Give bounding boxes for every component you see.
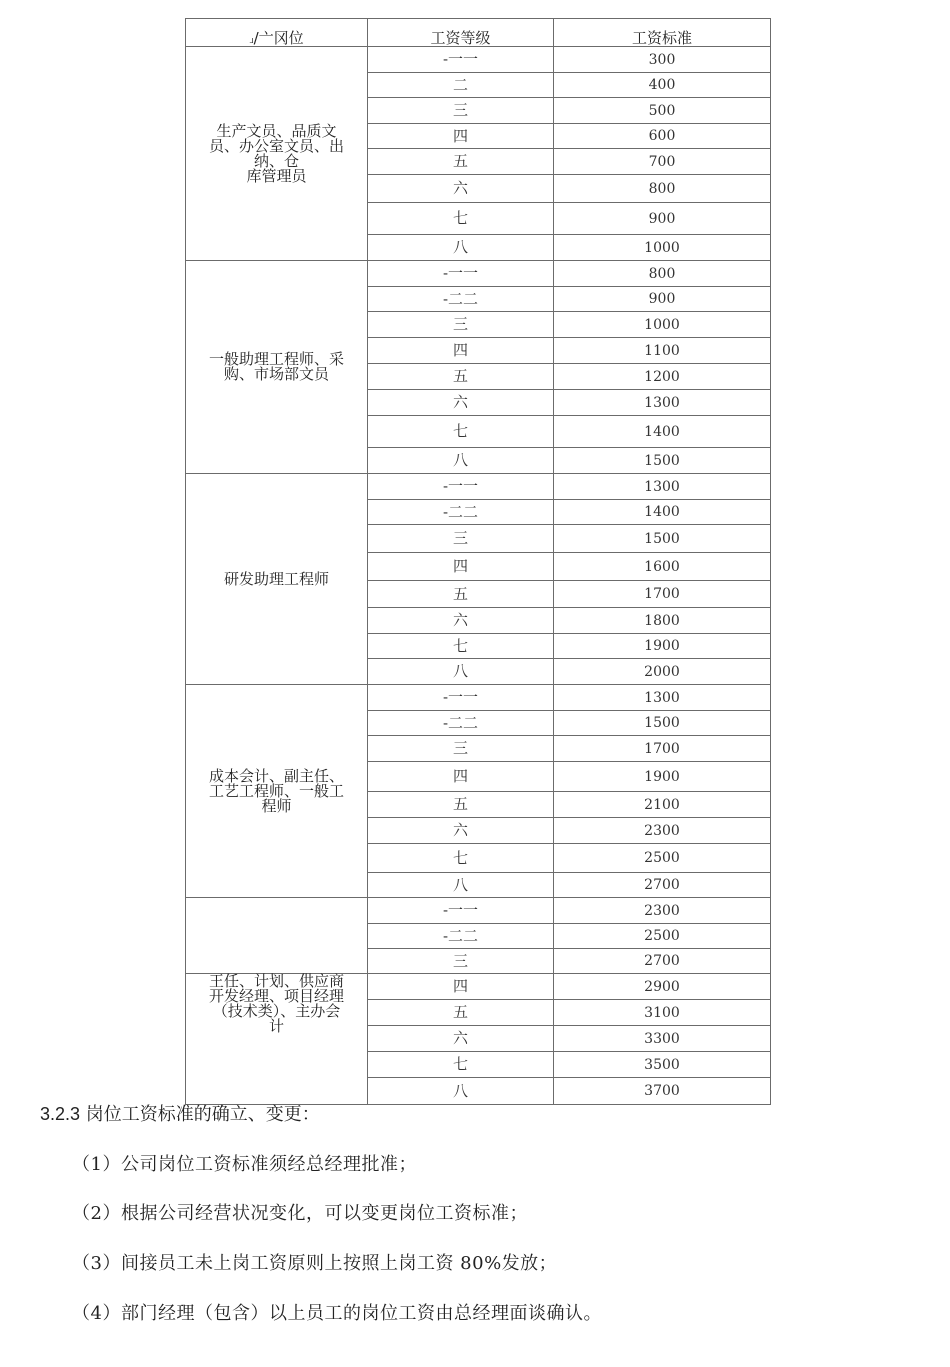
position-cell (186, 47, 368, 261)
amount-cell: 300 (554, 47, 771, 73)
position-line: 库管理员 (246, 166, 307, 185)
amount-cell: 1300 (554, 685, 771, 711)
amount-cell: 1500 (554, 525, 771, 553)
table-header-row (186, 19, 771, 47)
header-grade: 工资等级 (368, 19, 554, 47)
grade-cell: 七 (368, 844, 554, 873)
header-position-label: /亠冈位 (253, 29, 304, 47)
table-row (186, 685, 771, 711)
grade-cell: 七 (368, 416, 554, 448)
amount-cell: 1600 (554, 553, 771, 581)
amount-cell: 800 (554, 175, 771, 203)
amount-cell: 1700 (554, 736, 771, 762)
grade-cell: 七 (368, 1052, 554, 1078)
grade-cell: 四 (368, 762, 554, 792)
salary-standard-table (185, 18, 771, 1105)
grade-cell: 七 (368, 203, 554, 235)
amount-cell: 1500 (554, 711, 771, 736)
grade-cell: 四 (368, 553, 554, 581)
grade-cell: 五 (368, 581, 554, 608)
amount-cell: 500 (554, 98, 771, 124)
grade-cell: 四 (368, 338, 554, 364)
position-line: 纳、仓 (253, 151, 299, 170)
amount-cell: 1200 (554, 364, 771, 390)
note-text: 根据公司经营状况变化，可以变更岗位工资标准； (120, 1203, 528, 1224)
amount-cell: 3100 (554, 1000, 771, 1026)
header-position (186, 19, 368, 47)
grade-cell: 八 (368, 448, 554, 474)
grade-cell: -二二 (368, 500, 554, 525)
amount-cell: 2500 (554, 924, 771, 949)
position-line: 一般助理工程师、采 (208, 350, 344, 368)
note-text: 间接员工未上岗工资原则上按照上岗工资 80%发放； (120, 1253, 558, 1274)
grade-cell: 八 (368, 235, 554, 261)
amount-cell: 1400 (554, 416, 771, 448)
note-number: （1） (72, 1154, 121, 1175)
note-item (72, 1249, 557, 1275)
grade-cell: 三 (368, 98, 554, 124)
position-line: 计 (268, 1017, 284, 1035)
note-item (72, 1299, 602, 1325)
grade-cell: 六 (368, 390, 554, 416)
grade-cell: 八 (368, 1078, 554, 1105)
amount-cell: 1900 (554, 634, 771, 659)
note-item (72, 1150, 417, 1176)
grade-cell: 五 (368, 792, 554, 818)
grade-cell: -二二 (368, 287, 554, 312)
grade-cell: 四 (368, 124, 554, 149)
position-line: 王任、计划、供应商 (208, 972, 344, 990)
grade-cell: 三 (368, 949, 554, 974)
note-number: （2） (72, 1203, 121, 1224)
grade-cell: 三 (368, 312, 554, 338)
position-cell (186, 474, 368, 685)
amount-cell: 600 (554, 124, 771, 149)
amount-cell: 2300 (554, 818, 771, 844)
section-title: 岗位工资标准的确立、变更： (80, 1104, 320, 1125)
note-number: （4） (72, 1303, 121, 1324)
note-item (72, 1199, 528, 1225)
amount-cell: 2000 (554, 659, 771, 685)
grade-cell: 六 (368, 175, 554, 203)
table-row (186, 898, 771, 924)
grade-cell: 五 (368, 1000, 554, 1026)
amount-cell: 1900 (554, 762, 771, 792)
amount-cell: 2700 (554, 949, 771, 974)
position-cell (186, 685, 368, 898)
amount-cell: 1300 (554, 390, 771, 416)
amount-cell: 2100 (554, 792, 771, 818)
position-line: （技术类）、主办会 (212, 1002, 341, 1020)
amount-cell: 2900 (554, 974, 771, 1000)
table-body (186, 47, 771, 1105)
position-line: 开发经理、项目经理 (208, 987, 344, 1005)
amount-cell: 2300 (554, 898, 771, 924)
grade-cell: 三 (368, 525, 554, 553)
header-amount: 工资标准 (554, 19, 771, 47)
note-text: 部门经理（包含）以上员工的岗位工资由总经理面谈确认。 (120, 1303, 602, 1324)
position-line: 研发助理工程师 (223, 569, 329, 588)
amount-cell: 1100 (554, 338, 771, 364)
amount-cell: 3500 (554, 1052, 771, 1078)
grade-cell: -一一 (368, 47, 554, 73)
amount-cell: 2700 (554, 873, 771, 898)
amount-cell: 900 (554, 203, 771, 235)
position-line: 购、市场部文员 (223, 365, 329, 383)
amount-cell: 1300 (554, 474, 771, 500)
amount-cell: 1700 (554, 581, 771, 608)
grade-cell: 六 (368, 608, 554, 634)
position-line: 员、办公室文员、出 (208, 136, 344, 155)
amount-cell: 1800 (554, 608, 771, 634)
position-line: 生产文员、品质文 (216, 121, 337, 140)
table-row (186, 47, 771, 73)
amount-cell: 3300 (554, 1026, 771, 1052)
grade-cell: -二二 (368, 924, 554, 949)
grade-cell: 三 (368, 736, 554, 762)
position-line: 工艺工程师、一般工 (208, 781, 344, 800)
amount-cell: 1400 (554, 500, 771, 525)
amount-cell: 1000 (554, 235, 771, 261)
amount-cell: 700 (554, 149, 771, 175)
grade-cell: -一一 (368, 898, 554, 924)
table-row (186, 261, 771, 287)
grade-cell: 七 (368, 634, 554, 659)
position-line: 成本会计、副主任、 (208, 766, 344, 785)
position-cell-empty (186, 898, 368, 974)
position-cell (186, 261, 368, 474)
grade-cell: -一一 (368, 474, 554, 500)
table-row (186, 974, 771, 1000)
position-cell (186, 974, 368, 1105)
amount-cell: 400 (554, 73, 771, 98)
grade-cell: 五 (368, 364, 554, 390)
grade-cell: 五 (368, 149, 554, 175)
section-number: 3.2.3 (40, 1104, 81, 1124)
amount-cell: 3700 (554, 1078, 771, 1105)
table-row (186, 474, 771, 500)
note-text: 公司岗位工资标准须经总经理批准； (120, 1154, 417, 1175)
amount-cell: 1500 (554, 448, 771, 474)
note-number: （3） (72, 1253, 121, 1274)
amount-cell: 1000 (554, 312, 771, 338)
grade-cell: 六 (368, 818, 554, 844)
grade-cell: -一一 (368, 685, 554, 711)
header-artifact: ᒧ (249, 37, 254, 45)
amount-cell: 900 (554, 287, 771, 312)
grade-cell: 四 (368, 974, 554, 1000)
amount-cell: 2500 (554, 844, 771, 873)
grade-cell: -二二 (368, 711, 554, 736)
amount-cell: 800 (554, 261, 771, 287)
grade-cell: 八 (368, 873, 554, 898)
grade-cell: 六 (368, 1026, 554, 1052)
section-heading (40, 1100, 320, 1126)
grade-cell: -一一 (368, 261, 554, 287)
position-line: 程师 (261, 796, 292, 815)
grade-cell: 二 (368, 73, 554, 98)
grade-cell: 八 (368, 659, 554, 685)
